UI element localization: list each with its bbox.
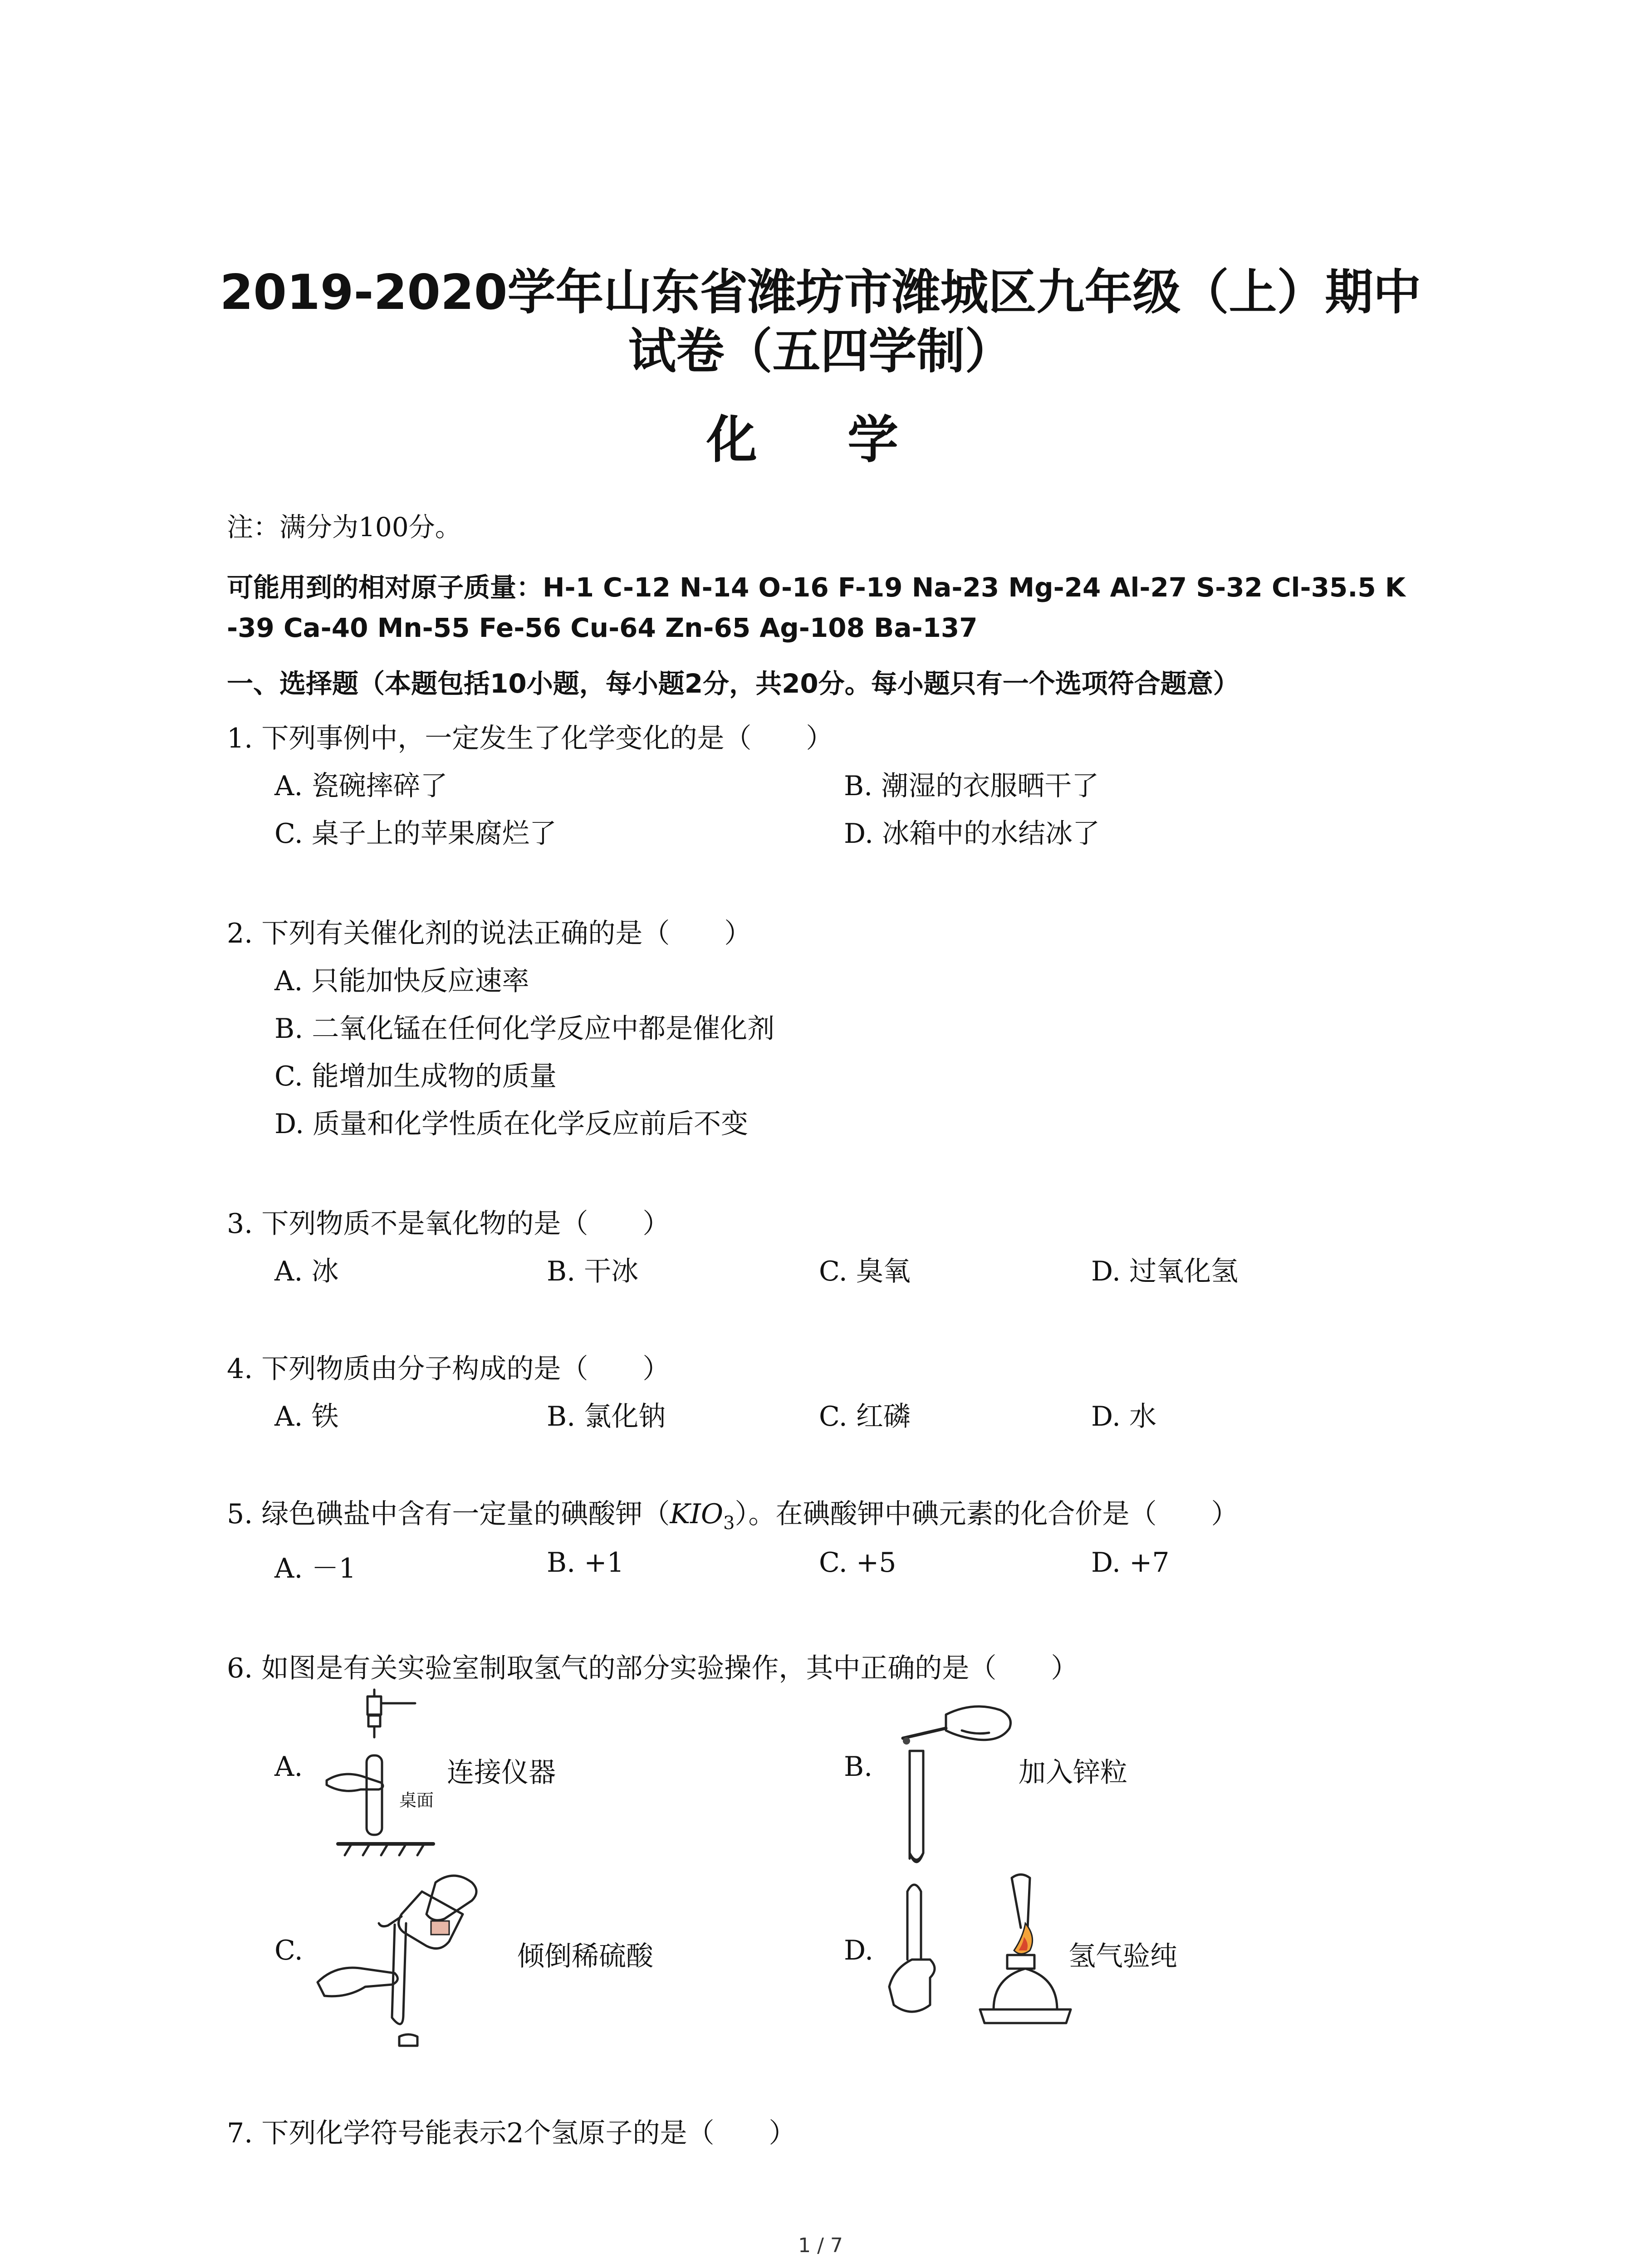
title-line-2: 试卷（五四学制） xyxy=(628,323,1013,379)
question-5-formula-subscript: 3 xyxy=(723,1513,735,1534)
question-7-stem: 7. 下列化学符号能表示2个氢原子的是（ ） xyxy=(227,2117,796,2149)
question-4-option-b: B. 氯化钠 xyxy=(547,1401,666,1432)
add-zinc-granules-illustration xyxy=(885,1687,1021,1851)
desk-surface-label: 桌面 xyxy=(399,1790,434,1810)
question-6-option-d-letter: D. xyxy=(844,1935,874,1966)
question-2-option-a: A. 只能加快反应速率 xyxy=(274,965,529,997)
question-2-stem: 2. 下列有关催化剂的说法正确的是（ ） xyxy=(227,918,752,949)
question-2-option-b: B. 二氧化锰在任何化学反应中都是催化剂 xyxy=(274,1013,775,1045)
question-6-option-d-label: 氢气验纯 xyxy=(1068,1941,1177,1972)
question-2-option-c: C. 能增加生成物的质量 xyxy=(274,1061,557,1092)
question-5-stem-pre: 5. 绿色碘盐中含有一定量的碘酸钾（ xyxy=(227,1498,670,1530)
question-6-option-c-letter: C. xyxy=(274,1935,303,1966)
question-4-option-c: C. 红磷 xyxy=(819,1401,911,1432)
title-line-1: 2019-2020学年山东省潍坊市潍城区九年级（上）期中 xyxy=(220,264,1421,320)
question-3-option-a: A. 冰 xyxy=(274,1256,339,1287)
question-5-option-c: C. +5 xyxy=(819,1547,896,1579)
atomic-masses-line-1: 可能用到的相对原子质量：H-1 C-12 N-14 O-16 F-19 Na-23 Mg-24 Al-27 S-32 Cl-35.5 K xyxy=(227,572,1406,603)
question-3-option-d: D. 过氧化氢 xyxy=(1091,1256,1239,1287)
connect-apparatus-illustration xyxy=(318,1687,436,1860)
page-number: 1 / 7 xyxy=(798,2234,843,2257)
question-6-option-c-label: 倾倒稀硫酸 xyxy=(517,1941,653,1972)
question-4-stem: 4. 下列物质由分子构成的是（ ） xyxy=(227,1353,670,1385)
question-5-option-b: B. +1 xyxy=(547,1547,624,1579)
question-1-option-a: A. 瓷碗摔碎了 xyxy=(274,770,448,802)
hydrogen-purity-test-illustration xyxy=(889,1873,1084,2064)
question-6-stem: 6. 如图是有关实验室制取氢气的部分实验操作，其中正确的是（ ） xyxy=(227,1652,1078,1684)
score-note: 注：满分为100分。 xyxy=(227,512,461,543)
question-5-stem-post: ）。在碘酸钾中碘元素的化合价是（ ） xyxy=(735,1498,1239,1530)
question-6-option-b-label: 加入锌粒 xyxy=(1019,1757,1127,1789)
question-6-option-a-label: 连接仪器 xyxy=(447,1757,556,1789)
question-3-option-c: C. 臭氧 xyxy=(819,1256,911,1287)
question-4-option-a: A. 铁 xyxy=(274,1401,339,1432)
atomic-masses-line-2: -39 Ca-40 Mn-55 Fe-56 Cu-64 Zn-65 Ag-108 Ba-137 xyxy=(227,612,978,643)
pour-dilute-sulfuric-acid-illustration xyxy=(318,1864,508,2055)
question-1-stem: 1. 下列事例中，一定发生了化学变化的是（ ） xyxy=(227,723,833,754)
question-6-option-a-letter: A. xyxy=(274,1751,303,1783)
section-1-title: 一、选择题（本题包括10小题，每小题2分，共20分。每小题只有一个选项符合题意） xyxy=(227,668,1239,699)
question-1-option-b: B. 潮湿的衣服晒干了 xyxy=(844,770,1099,802)
question-1-option-c: C. 桌子上的苹果腐烂了 xyxy=(274,818,557,850)
question-5-formula: KIO xyxy=(670,1498,724,1530)
question-2-option-d: D. 质量和化学性质在化学反应前后不变 xyxy=(274,1108,749,1140)
question-6-option-b-letter: B. xyxy=(844,1751,873,1783)
question-5-option-a: A. －1 xyxy=(274,1553,356,1584)
question-5-option-d: D. +7 xyxy=(1091,1547,1170,1579)
question-3-option-b: B. 干冰 xyxy=(547,1256,639,1287)
question-5-stem xyxy=(227,1492,1239,1534)
subject-title: 化 学 xyxy=(706,411,935,469)
question-4-option-d: D. 水 xyxy=(1091,1401,1157,1432)
question-1-option-d: D. 冰箱中的水结冰了 xyxy=(844,818,1100,850)
question-3-stem: 3. 下列物质不是氧化物的是（ ） xyxy=(227,1208,670,1240)
